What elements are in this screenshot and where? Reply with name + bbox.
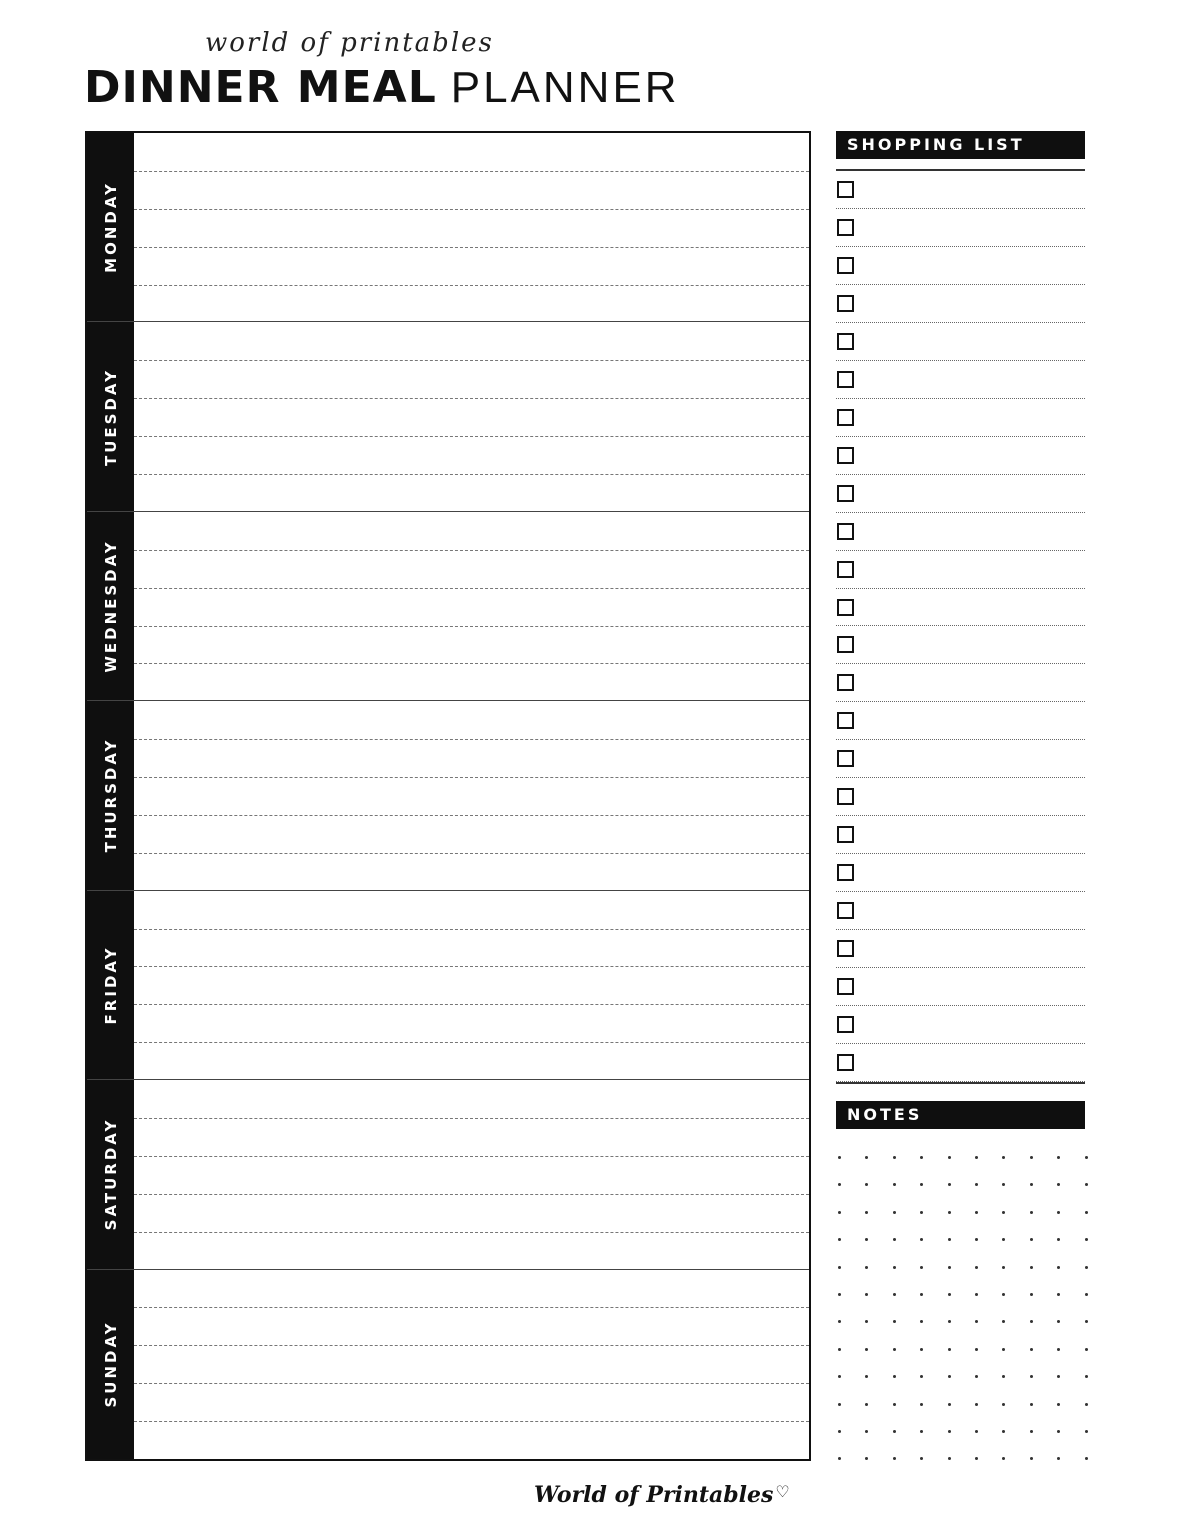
shopping-list-item[interactable]	[836, 475, 1085, 513]
shopping-list-item[interactable]	[836, 1044, 1085, 1082]
shopping-list-item[interactable]	[836, 740, 1085, 778]
grid-dot	[948, 1457, 951, 1460]
grid-dot	[838, 1183, 841, 1186]
grid-dot	[920, 1457, 923, 1460]
grid-dot	[1085, 1348, 1088, 1351]
grid-dot	[1030, 1457, 1033, 1460]
checkbox[interactable]	[837, 485, 854, 502]
checkbox[interactable]	[837, 181, 854, 198]
grid-dot	[975, 1320, 978, 1323]
grid-dot	[865, 1238, 868, 1241]
grid-dot	[920, 1430, 923, 1433]
meal-writing-area[interactable]	[134, 891, 809, 1079]
notes-header: NOTES	[836, 1101, 1085, 1129]
grid-dot	[1085, 1403, 1088, 1406]
grid-dot	[975, 1293, 978, 1296]
grid-dot	[838, 1266, 841, 1269]
grid-dot	[1030, 1430, 1033, 1433]
writing-line	[134, 626, 809, 627]
grid-dot	[1002, 1293, 1005, 1296]
brand-script-logo: world of printables	[205, 28, 494, 58]
checkbox[interactable]	[837, 1054, 854, 1071]
writing-line	[134, 1232, 809, 1233]
grid-dot	[1002, 1238, 1005, 1241]
grid-dot	[893, 1183, 896, 1186]
grid-dot	[1057, 1293, 1060, 1296]
grid-dot	[893, 1403, 896, 1406]
weekly-planner-grid	[85, 131, 811, 1461]
day-tab	[87, 512, 134, 700]
grid-dot	[865, 1457, 868, 1460]
checkbox[interactable]	[837, 978, 854, 995]
grid-dot	[1030, 1403, 1033, 1406]
day-label: SUNDAY	[101, 1320, 120, 1408]
grid-dot	[1057, 1375, 1060, 1378]
grid-dot	[865, 1183, 868, 1186]
grid-dot	[838, 1403, 841, 1406]
meal-writing-area[interactable]	[134, 133, 809, 321]
grid-dot	[893, 1238, 896, 1241]
grid-dot	[1057, 1348, 1060, 1351]
checkbox[interactable]	[837, 750, 854, 767]
grid-dot	[920, 1375, 923, 1378]
grid-dot	[948, 1183, 951, 1186]
grid-dot	[1057, 1211, 1060, 1214]
grid-dot	[920, 1211, 923, 1214]
writing-line	[134, 663, 809, 664]
grid-dot	[893, 1156, 896, 1159]
grid-dot	[893, 1375, 896, 1378]
checkbox[interactable]	[837, 826, 854, 843]
grid-dot	[975, 1457, 978, 1460]
checkbox[interactable]	[837, 864, 854, 881]
grid-dot	[1002, 1348, 1005, 1351]
title-light-part: PLANNER	[450, 63, 680, 112]
grid-dot	[1085, 1156, 1088, 1159]
checkbox[interactable]	[837, 447, 854, 464]
grid-dot	[948, 1375, 951, 1378]
day-label: SATURDAY	[101, 1117, 120, 1231]
grid-dot	[1030, 1320, 1033, 1323]
grid-dot	[865, 1375, 868, 1378]
day-label: MONDAY	[101, 181, 120, 274]
writing-line	[134, 739, 809, 740]
grid-dot	[1030, 1266, 1033, 1269]
grid-dot	[1057, 1430, 1060, 1433]
checkbox[interactable]	[837, 523, 854, 540]
shopping-list-item[interactable]	[836, 437, 1085, 475]
grid-dot	[1030, 1211, 1033, 1214]
day-tab	[87, 1270, 134, 1459]
meal-writing-area[interactable]	[134, 512, 809, 700]
grid-dot	[920, 1238, 923, 1241]
writing-line	[134, 398, 809, 399]
meal-writing-area[interactable]	[134, 701, 809, 889]
shopping-list-item[interactable]	[836, 551, 1085, 589]
shopping-list-item[interactable]	[836, 323, 1085, 361]
grid-dot	[948, 1320, 951, 1323]
grid-dot	[920, 1156, 923, 1159]
grid-dot	[920, 1348, 923, 1351]
grid-dot	[838, 1320, 841, 1323]
writing-line	[134, 171, 809, 172]
checkbox[interactable]	[837, 1016, 854, 1033]
grid-dot	[948, 1238, 951, 1241]
grid-dot	[1002, 1375, 1005, 1378]
grid-dot	[975, 1430, 978, 1433]
grid-dot	[1030, 1156, 1033, 1159]
grid-dot	[1085, 1430, 1088, 1433]
day-row-tuesday	[87, 322, 809, 511]
day-row-wednesday	[87, 512, 809, 701]
shopping-list-item[interactable]	[836, 702, 1085, 740]
checkbox[interactable]	[837, 636, 854, 653]
grid-dot	[893, 1320, 896, 1323]
grid-dot	[1030, 1183, 1033, 1186]
checkbox[interactable]	[837, 599, 854, 616]
grid-dot	[893, 1293, 896, 1296]
writing-line	[134, 1383, 809, 1384]
grid-dot	[1030, 1293, 1033, 1296]
grid-dot	[920, 1266, 923, 1269]
day-label: FRIDAY	[101, 945, 120, 1025]
checkbox[interactable]	[837, 712, 854, 729]
writing-line	[134, 436, 809, 437]
shopping-list-item[interactable]	[836, 589, 1085, 627]
grid-dot	[948, 1348, 951, 1351]
grid-dot	[975, 1238, 978, 1241]
writing-line	[134, 247, 809, 248]
grid-dot	[865, 1430, 868, 1433]
shopping-list-item[interactable]	[836, 209, 1085, 247]
grid-dot	[838, 1211, 841, 1214]
grid-dot	[1030, 1348, 1033, 1351]
title-bold-part: DINNER MEAL	[84, 62, 437, 113]
writing-line	[134, 777, 809, 778]
grid-dot	[1002, 1183, 1005, 1186]
grid-dot	[975, 1156, 978, 1159]
meal-writing-area[interactable]	[134, 1080, 809, 1268]
checkbox[interactable]	[837, 333, 854, 350]
day-row-saturday	[87, 1080, 809, 1269]
grid-dot	[893, 1430, 896, 1433]
grid-dot	[975, 1211, 978, 1214]
grid-dot	[865, 1211, 868, 1214]
day-tab	[87, 891, 134, 1079]
writing-line	[134, 474, 809, 475]
grid-dot	[865, 1403, 868, 1406]
footer-brand-text: World of Printables	[534, 1482, 774, 1508]
writing-line	[134, 1194, 809, 1195]
page-title	[84, 62, 680, 114]
grid-dot	[948, 1156, 951, 1159]
grid-dot	[893, 1266, 896, 1269]
writing-line	[134, 550, 809, 551]
shopping-list-bottom-divider	[836, 1082, 1085, 1084]
day-label: TUESDAY	[101, 367, 120, 466]
writing-line	[134, 1118, 809, 1119]
grid-dot	[1085, 1320, 1088, 1323]
grid-dot	[1085, 1457, 1088, 1460]
grid-dot	[1085, 1183, 1088, 1186]
day-tab	[87, 1080, 134, 1268]
grid-dot	[893, 1348, 896, 1351]
grid-dot	[920, 1183, 923, 1186]
grid-dot	[838, 1238, 841, 1241]
writing-line	[134, 209, 809, 210]
writing-line	[134, 966, 809, 967]
writing-line	[134, 929, 809, 930]
writing-line	[134, 1307, 809, 1308]
shopping-list-item[interactable]	[836, 930, 1085, 968]
grid-dot	[920, 1293, 923, 1296]
writing-line	[134, 360, 809, 361]
grid-dot	[1002, 1320, 1005, 1323]
shopping-list-item[interactable]	[836, 664, 1085, 702]
grid-dot	[865, 1266, 868, 1269]
shopping-list-item[interactable]	[836, 513, 1085, 551]
checkbox[interactable]	[837, 561, 854, 578]
grid-dot	[838, 1156, 841, 1159]
grid-dot	[975, 1403, 978, 1406]
day-label: THURSDAY	[101, 738, 120, 853]
grid-dot	[1085, 1238, 1088, 1241]
writing-line	[134, 1156, 809, 1157]
day-row-thursday	[87, 701, 809, 890]
shopping-list-item[interactable]	[836, 854, 1085, 892]
grid-dot	[1057, 1320, 1060, 1323]
grid-dot	[975, 1266, 978, 1269]
grid-dot	[1085, 1375, 1088, 1378]
grid-dot	[1057, 1403, 1060, 1406]
day-tab	[87, 701, 134, 889]
grid-dot	[948, 1211, 951, 1214]
checkbox[interactable]	[837, 257, 854, 274]
shopping-list-item[interactable]	[836, 816, 1085, 854]
grid-dot	[948, 1403, 951, 1406]
writing-line	[134, 285, 809, 286]
checkbox[interactable]	[837, 219, 854, 236]
writing-line	[134, 588, 809, 589]
checkbox[interactable]	[837, 295, 854, 312]
shopping-list-header: SHOPPING LIST	[836, 131, 1085, 159]
writing-line	[134, 853, 809, 854]
checkbox[interactable]	[837, 371, 854, 388]
grid-dot	[975, 1375, 978, 1378]
checkbox[interactable]	[837, 902, 854, 919]
checkbox[interactable]	[837, 409, 854, 426]
grid-dot	[838, 1348, 841, 1351]
grid-dot	[1057, 1457, 1060, 1460]
notes-dot-grid[interactable]	[836, 1146, 1092, 1466]
day-tab	[87, 133, 134, 321]
grid-dot	[838, 1430, 841, 1433]
writing-line	[134, 1421, 809, 1422]
shopping-list-item[interactable]	[836, 171, 1085, 209]
grid-dot	[948, 1266, 951, 1269]
grid-dot	[1085, 1266, 1088, 1269]
grid-dot	[865, 1320, 868, 1323]
day-row-friday	[87, 891, 809, 1080]
day-row-monday	[87, 133, 809, 322]
grid-dot	[948, 1293, 951, 1296]
heart-outline-icon: ♡	[775, 1482, 790, 1501]
writing-line	[134, 1004, 809, 1005]
grid-dot	[1085, 1211, 1088, 1214]
grid-dot	[838, 1375, 841, 1378]
grid-dot	[865, 1348, 868, 1351]
grid-dot	[1002, 1430, 1005, 1433]
grid-dot	[865, 1156, 868, 1159]
grid-dot	[1057, 1266, 1060, 1269]
grid-dot	[948, 1430, 951, 1433]
grid-dot	[975, 1183, 978, 1186]
grid-dot	[865, 1293, 868, 1296]
writing-line	[134, 815, 809, 816]
writing-line	[134, 1042, 809, 1043]
shopping-list-item[interactable]	[836, 1006, 1085, 1044]
shopping-list-item[interactable]	[836, 285, 1085, 323]
meal-writing-area[interactable]	[134, 1270, 809, 1459]
day-label: WEDNESDAY	[101, 539, 120, 673]
grid-dot	[1030, 1238, 1033, 1241]
grid-dot	[838, 1293, 841, 1296]
shopping-list-item[interactable]	[836, 247, 1085, 285]
checkbox[interactable]	[837, 674, 854, 691]
day-row-sunday	[87, 1270, 809, 1459]
grid-dot	[838, 1457, 841, 1460]
shopping-list-item[interactable]	[836, 968, 1085, 1006]
checkbox[interactable]	[837, 788, 854, 805]
shopping-list-item[interactable]	[836, 627, 1085, 665]
grid-dot	[1030, 1375, 1033, 1378]
grid-dot	[1057, 1183, 1060, 1186]
shopping-list-item[interactable]	[836, 399, 1085, 437]
meal-writing-area[interactable]	[134, 322, 809, 510]
footer-brand	[534, 1482, 790, 1508]
grid-dot	[893, 1211, 896, 1214]
grid-dot	[1085, 1293, 1088, 1296]
grid-dot	[1002, 1156, 1005, 1159]
checkbox[interactable]	[837, 940, 854, 957]
shopping-list-item[interactable]	[836, 892, 1085, 930]
day-tab	[87, 322, 134, 510]
grid-dot	[1057, 1156, 1060, 1159]
shopping-list-item[interactable]	[836, 361, 1085, 399]
grid-dot	[1002, 1211, 1005, 1214]
grid-dot	[975, 1348, 978, 1351]
shopping-list-item[interactable]	[836, 778, 1085, 816]
writing-line	[134, 1345, 809, 1346]
grid-dot	[1002, 1266, 1005, 1269]
grid-dot	[1057, 1238, 1060, 1241]
grid-dot	[920, 1320, 923, 1323]
grid-dot	[1002, 1457, 1005, 1460]
grid-dot	[920, 1403, 923, 1406]
grid-dot	[1002, 1403, 1005, 1406]
grid-dot	[893, 1457, 896, 1460]
